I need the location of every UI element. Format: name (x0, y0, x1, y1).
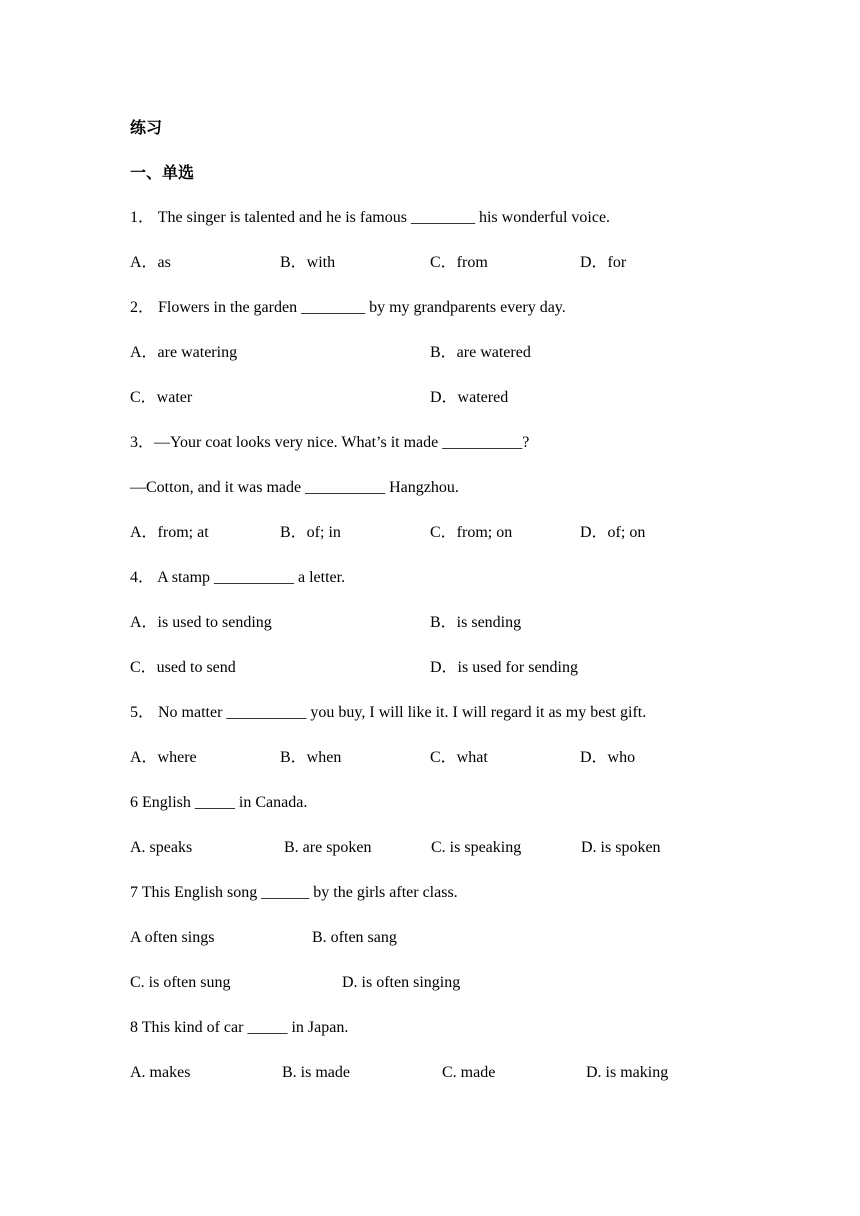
q6-option-b: B. are spoken (284, 839, 372, 856)
q2-option-c: C．water (130, 389, 193, 406)
question-8-stem: 8 This kind of car _____ in Japan. (130, 1019, 349, 1036)
q5-option-a: A．where (130, 749, 197, 766)
question-7-stem: 7 This English song ______ by the girls after class. (130, 884, 458, 901)
question-3-stem-reply: —Cotton, and it was made __________ Hangzhou. (130, 479, 459, 496)
q8-option-a: A. makes (130, 1064, 191, 1081)
q1-option-c: C．from (430, 254, 488, 271)
section-heading: 一、单选 (130, 163, 195, 182)
q5-option-b: B．when (280, 749, 342, 766)
q2-option-a: A．are watering (130, 344, 238, 361)
q3-option-a: A．from; at (130, 524, 209, 541)
q8-option-c: C. made (442, 1064, 496, 1081)
q3-option-b: B．of; in (280, 524, 341, 541)
q6-option-d: D. is spoken (581, 839, 661, 856)
q1-option-b: B．with (280, 254, 336, 271)
q4-option-d: D．is used for sending (430, 659, 578, 676)
page-title: 练习 (130, 118, 163, 137)
q7-option-c: C. is often sung (130, 974, 231, 991)
q4-option-b: B．is sending (430, 614, 522, 631)
q5-option-c: C．what (430, 749, 488, 766)
question-6-stem: 6 English _____ in Canada. (130, 794, 308, 811)
q5-option-d: D．who (580, 749, 636, 766)
q6-option-a: A. speaks (130, 839, 193, 856)
q7-option-b: B. often sang (312, 929, 397, 946)
q7-option-d: D. is often singing (342, 974, 461, 991)
q4-option-a: A．is used to sending (130, 614, 272, 631)
q8-option-b: B. is made (282, 1064, 350, 1081)
q6-option-c: C. is speaking (431, 839, 522, 856)
question-3-stem: 3．—Your coat looks very nice. What’s it made __________? (130, 434, 530, 451)
question-4-stem: 4． A stamp __________ a letter. (130, 569, 346, 586)
q4-option-c: C．used to send (130, 659, 236, 676)
q1-option-a: A．as (130, 254, 171, 271)
q2-option-b: B．are watered (430, 344, 531, 361)
question-2-stem: 2． Flowers in the garden ________ by my grandparents every day. (130, 299, 566, 316)
q7-option-a: A often sings (130, 929, 215, 946)
q3-option-c: C．from; on (430, 524, 513, 541)
q3-option-d: D．of; on (580, 524, 646, 541)
q8-option-d: D. is making (586, 1064, 669, 1081)
q1-option-d: D．for (580, 254, 627, 271)
question-1-stem: 1． The singer is talented and he is famous ________ his wonderful voice. (130, 209, 611, 226)
question-5-stem: 5． No matter __________ you buy, I will like it. I will regard it as my best gift. (130, 704, 647, 721)
q2-option-d: D．watered (430, 389, 509, 406)
